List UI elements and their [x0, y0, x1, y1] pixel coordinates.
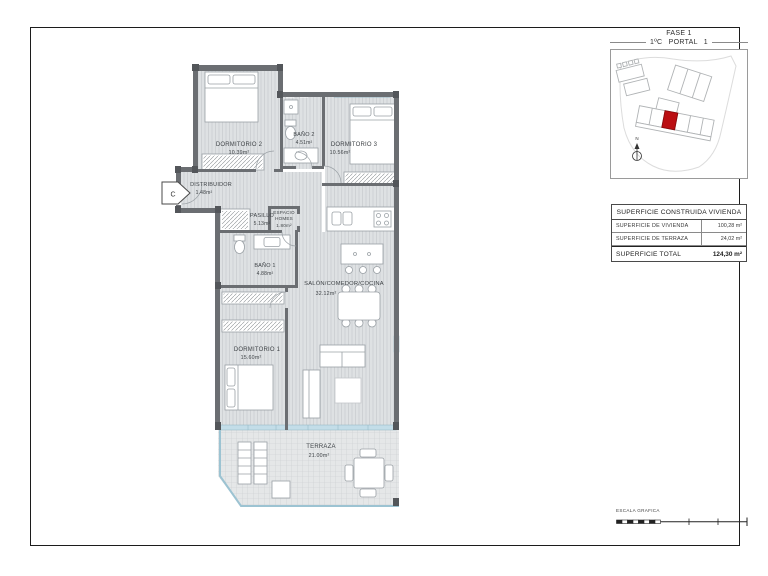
area-distribuidor: 1.48m² [195, 190, 213, 196]
scale-label: ESCALA GRAFICA [616, 508, 660, 513]
chair-icon [360, 449, 376, 457]
stool-icon [346, 267, 353, 274]
chair-icon [360, 489, 376, 497]
row-value: 100,28 m² [701, 220, 746, 232]
surface-table [611, 204, 747, 262]
dining-table [338, 292, 380, 320]
stool-icon [374, 267, 381, 274]
sofa [320, 345, 365, 367]
side-table [272, 481, 290, 498]
north-label: N [635, 136, 639, 141]
building-cluster-b [668, 65, 712, 101]
north-arrow-icon [633, 143, 642, 161]
bed-dormitorio3 [350, 104, 396, 164]
row-label: SUPERFICIE DE VIVIENDA [616, 223, 689, 229]
area-bano1: 4.88m² [256, 271, 274, 277]
label-dormitorio2: DORMITORIO 2 [215, 142, 263, 148]
siteplan-map [611, 50, 747, 178]
buildings [615, 58, 714, 141]
total-label: SUPERFICIE TOTAL [616, 250, 682, 258]
siteplan-block [610, 30, 748, 179]
area-bano2: 4.51m² [295, 140, 313, 146]
label-dormitorio1: DORMITORIO 1 [233, 347, 281, 353]
lounger-icon [238, 442, 251, 484]
label-distribuidor: DISTRIBUIDOR [190, 182, 232, 188]
label-espacio-2: HOMES [275, 216, 293, 221]
area-salon: 32.12m² [315, 291, 337, 297]
hob-icon [374, 211, 391, 227]
lounger-icon [254, 442, 267, 484]
scale-bar-block [616, 508, 748, 532]
area-terraza: 21.00m² [308, 453, 330, 459]
bed-dormitorio1 [225, 365, 273, 410]
label-espacio-1: ESPACIO [273, 210, 295, 215]
divider [712, 42, 748, 43]
area-dormitorio1: 15.60m² [240, 355, 262, 361]
label-salon: SALÓN/COMEDOR/COCINA [304, 281, 384, 287]
toilet-icon [285, 120, 296, 126]
surface-table-title: SUPERFICIE CONSTRUIDA VIVIENDA [612, 205, 746, 220]
kitchen-island [341, 244, 383, 274]
divider [610, 42, 646, 43]
chair-icon [345, 465, 353, 481]
floor-plan [138, 48, 428, 518]
chair-icon [385, 465, 393, 481]
area-dormitorio2: 10.39m² [228, 150, 250, 156]
table-row [612, 233, 746, 246]
kitchen-counter [327, 207, 396, 231]
label-dormitorio3: DORMITORIO 3 [330, 142, 378, 148]
area-espacio: 1.80m² [276, 223, 292, 228]
bed-dormitorio2 [205, 72, 258, 122]
row-label: SUPERFICIE DE TERRAZA [616, 236, 689, 242]
chaise [303, 370, 320, 418]
highlighted-unit [662, 111, 678, 130]
rug [335, 378, 361, 403]
total-value: 124,30 m² [712, 250, 742, 258]
table-row [612, 220, 746, 233]
stool-icon [360, 267, 367, 274]
label-bano1: BAÑO 1 [254, 263, 276, 269]
label-bano2: BAÑO 2 [293, 132, 315, 138]
row-value: 24,02 m² [701, 233, 746, 245]
fase-title: FASE 1 [666, 30, 692, 37]
area-pasillo: 5.13m² [253, 221, 271, 227]
entrance-label: C [170, 191, 176, 199]
label-pasillo: PASILLO [250, 213, 274, 219]
area-dormitorio3: 10.56m² [329, 150, 351, 156]
sink-icon [332, 212, 341, 225]
label-terraza: TERRAZA [306, 444, 336, 450]
portal-title: 1ºC PORTAL 1 [650, 39, 708, 46]
table-total-row [612, 246, 746, 261]
portal-title-row [610, 39, 748, 46]
terrace-table [354, 458, 384, 488]
scale-bar-icon [616, 517, 748, 527]
siteplan-box [610, 49, 748, 179]
sink-icon [343, 212, 352, 225]
dining-set [338, 285, 380, 327]
